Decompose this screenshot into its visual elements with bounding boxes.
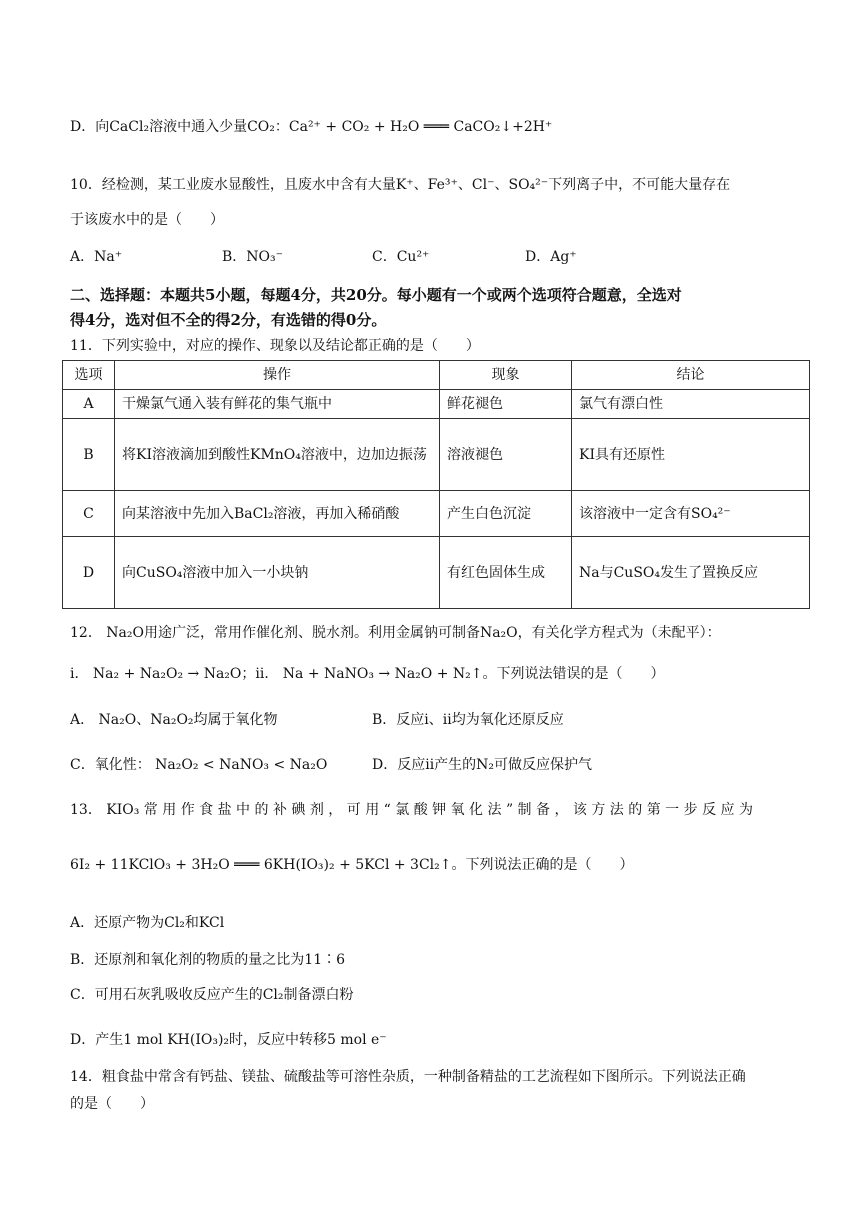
row-option: D: [63, 537, 115, 609]
q12-option-c: C．氧化性： Na₂O₂ < NaNO₃ < Na₂O: [70, 757, 328, 773]
q13-option-a: A．还原产物为Cl₂和KCl: [70, 915, 225, 931]
row-phenomenon: 有红色固体生成: [440, 537, 572, 609]
row-option: C: [63, 491, 115, 537]
q14-stem-line2: 的是（ ）: [70, 1096, 154, 1112]
q13-stem: 13． KIO₃ 常 用 作 食 盐 中 的 补 碘 剂 ， 可 用 “ 氯 酸 钾 氧 化 法 ” 制 备 ， 该 方 法 的 第 一 步 反 应 为: [70, 802, 753, 818]
row-phenomenon: 溶液褪色: [440, 419, 572, 491]
q9-option-d: D．向CaCl₂溶液中通入少量CO₂：Ca²⁺ + CO₂ + H₂O ═══ CaCO₂↓+2H⁺: [70, 119, 553, 135]
q12-stem: 12． Na₂O用途广泛，常用作催化剂、脱水剂。利用金属钠可制备Na₂O，有关化学方程式为（未配平）：: [70, 625, 721, 641]
row-operation: 向CuSO₄溶液中加入一小块钠: [115, 537, 440, 609]
table-row: [63, 537, 810, 609]
q11-table: [62, 360, 810, 609]
q12-option-b: B．反应ⅰ、ⅱ均为氧化还原反应: [372, 712, 564, 728]
q10-option-a: A．Na⁺: [70, 249, 123, 265]
section2-heading-line1: 二、选择题：本题共5小题，每题4分，共20分。每小题有一个或两个选项符合题意，全选对: [70, 286, 682, 304]
header-operation: 操作: [115, 361, 440, 390]
q14-stem-line1: 14．粗食盐中常含有钙盐、镁盐、硫酸盐等可溶性杂质，一种制备精盐的工艺流程如下图所示。下列说法正确: [70, 1069, 746, 1085]
q11-stem: 11．下列实验中，对应的操作、现象以及结论都正确的是（ ）: [70, 338, 480, 354]
q10-stem-line2: 于该废水中的是（ ）: [70, 212, 224, 228]
row-phenomenon: 产生白色沉淀: [440, 491, 572, 537]
q12-option-a: A． Na₂O、Na₂O₂均属于氧化物: [70, 712, 278, 728]
row-conclusion: KI具有还原性: [572, 419, 810, 491]
section2-heading-line2: 得4分，选对但不全的得2分，有选错的得0分。: [70, 311, 387, 329]
header-conclusion: 结论: [572, 361, 810, 390]
q12-equations: ⅰ． Na₂ + Na₂O₂ → Na₂O；ⅱ． Na + NaNO₃ → Na₂O + N₂↑。下列说法错误的是（ ）: [70, 666, 665, 682]
row-operation: 将KI溶液滴加到酸性KMnO₄溶液中，边加边振荡: [115, 419, 440, 491]
row-conclusion: 该溶液中一定含有SO₄²⁻: [572, 491, 810, 537]
row-option: B: [63, 419, 115, 491]
q10-option-c: C．Cu²⁺: [372, 249, 430, 265]
q10-option-d: D．Ag⁺: [525, 249, 577, 265]
table-header-row: [63, 361, 810, 390]
row-conclusion: 氯气有漂白性: [572, 390, 810, 419]
q13-option-c: C．可用石灰乳吸收反应产生的Cl₂制备漂白粉: [70, 987, 354, 1003]
q12-option-d: D．反应ⅱ产生的N₂可做反应保护气: [372, 757, 593, 773]
table-row: [63, 390, 810, 419]
row-operation: 向某溶液中先加入BaCl₂溶液，再加入稀硝酸: [115, 491, 440, 537]
q10-option-b: B．NO₃⁻: [222, 249, 284, 265]
row-option: A: [63, 390, 115, 419]
q13-option-b: B．还原剂和氧化剂的物质的量之比为11∶6: [70, 952, 346, 968]
table-row: [63, 419, 810, 491]
q13-equation: 6I₂ + 11KClO₃ + 3H₂O ═══ 6KH(IO₃)₂ + 5KCl + 3Cl₂↑。下列说法正确的是（ ）: [70, 857, 634, 873]
header-phenomenon: 现象: [440, 361, 572, 390]
row-phenomenon: 鲜花褪色: [440, 390, 572, 419]
q10-stem-line1: 10．经检测，某工业废水显酸性，且废水中含有大量K⁺、Fe³⁺、Cl⁻、SO₄²⁻下列离子中，不可能大量存在: [70, 177, 731, 193]
q13-option-d: D．产生1 mol KH(IO₃)₂时，反应中转移5 mol e⁻: [70, 1032, 387, 1048]
header-option: 选项: [63, 361, 115, 390]
row-conclusion: Na与CuSO₄发生了置换反应: [572, 537, 810, 609]
row-operation: 干燥氯气通入装有鲜花的集气瓶中: [115, 390, 440, 419]
table-row: [63, 491, 810, 537]
